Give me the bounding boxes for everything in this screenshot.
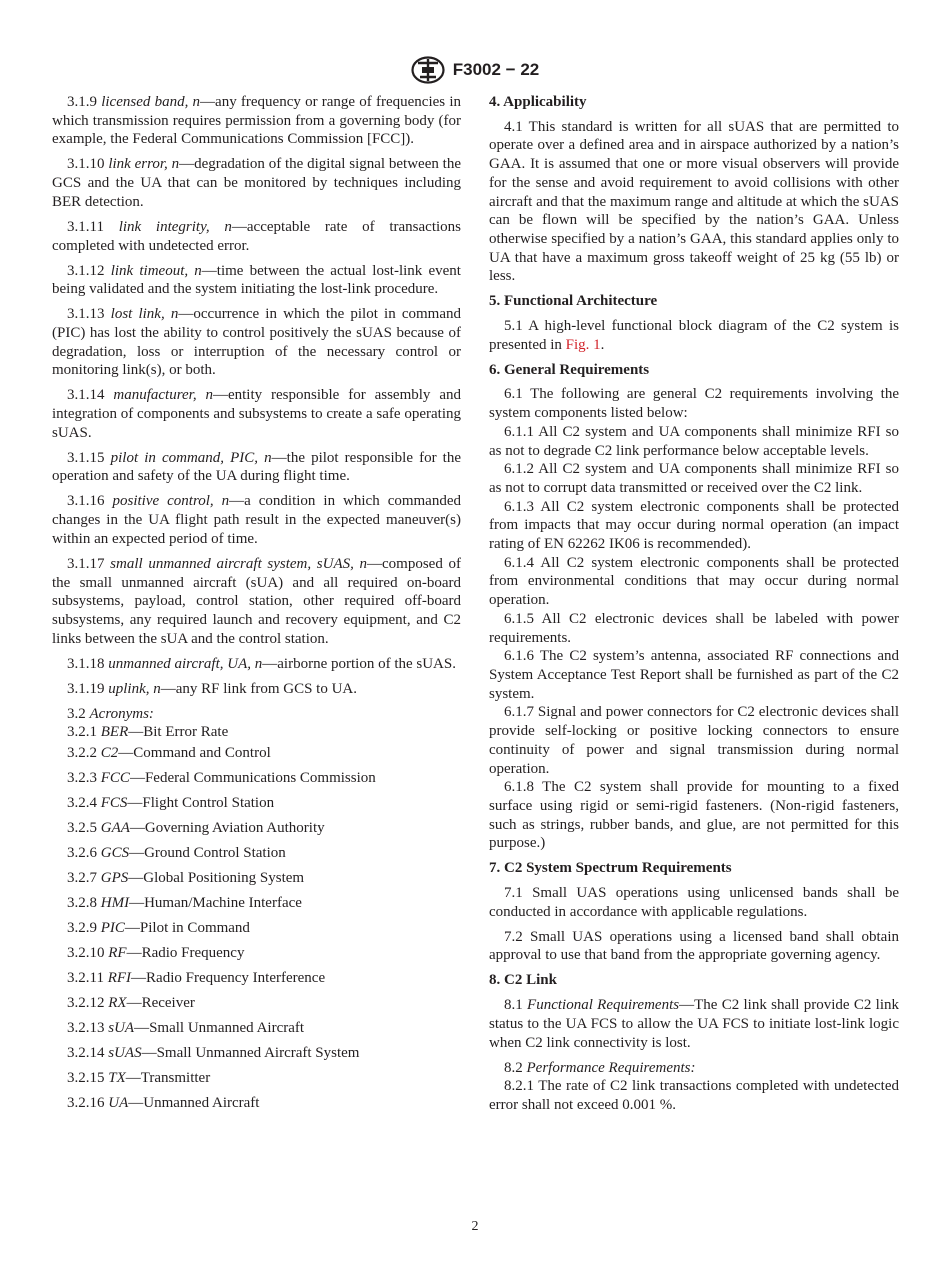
definition-3-1-19: 3.1.19 uplink, n—any RF link from GCS to UA. — [67, 680, 358, 697]
right-column — [489, 93, 899, 1121]
acronym-item: 3.2.2 C2—Command and Control — [67, 745, 271, 762]
para-7-2: 7.2 Small UAS operations using a licensed band shall obtain approval to use that band from the appropriate governing agency. — [489, 928, 899, 964]
page-header — [0, 56, 950, 84]
section-7-heading: 7. C2 System Spectrum Requirements — [489, 860, 732, 877]
para-6-1-6: 6.1.6 The C2 system’s antenna, associated RF connections and System Acceptance Test Report shall be furnished as part of the C2 system. — [489, 648, 899, 702]
para-6-1-3: 6.1.3 All C2 system electronic components shall be protected from impacts that may occur during normal operation (an impact rating of EN 62262 IK06 is recommended). — [489, 498, 899, 553]
acronym-item: 3.2.3 FCC—Federal Communications Commission — [67, 770, 376, 787]
definition-3-1-12: 3.1.12 link timeout, n—time between the actual lost-link event being validated and the system initiating the lost-link procedure. — [52, 262, 461, 298]
definition-3-1-17: 3.1.17 small unmanned aircraft system, sUAS, n—composed of the small unmanned aircraft (sUA) and all required on-board subsystems, payload, control station, other required off-board subsystems, any required launch and recovery equipment, and C2 links between the sUA and the control station. — [52, 555, 461, 647]
para-8-2-1: 8.2.1 The rate of C2 link transactions completed with undetected error shall not exceed 0.001 %. — [489, 1078, 899, 1113]
definition-3-1-16: 3.1.16 positive control, n—a condition in which commanded changes in the UA flight path result in the expected maneuver(s) within an expected period of time. — [52, 493, 461, 547]
acronym-item: 3.2.5 GAA—Governing Aviation Authority — [67, 820, 325, 837]
para-4-1: 4.1 This standard is written for all sUAS that are permitted to operate over a defined area and in airspace authorized by a nation’s GAA. It is assumed that one or more visual observers will provide for the sense and avoid requirement to avoid collisions with other aircraft and that the maximum range and altitude at which the sUAS can be flown will be specified by the nation’s GAA. Unless otherwise specified by a nation’s GAA, this standard applies only to UA that have a maximum gross takeoff weight of 25 kg (55 lb) or less. — [489, 118, 899, 285]
acronym-item: 3.2.6 GCS—Ground Control Station — [67, 845, 286, 862]
acronym-item: 3.2.10 RF—Radio Frequency — [67, 945, 245, 962]
para-6-1-7: 6.1.7 Signal and power connectors for C2 electronic devices shall provide self-locking or positive locking connectors to ensure continuity of power and signal transmission during normal operation. — [489, 704, 899, 777]
acronym-item: 3.2.14 sUAS—Small Unmanned Aircraft System — [67, 1045, 360, 1062]
standard-designation: F3002 − 22 — [452, 60, 540, 79]
definition-3-1-14: 3.1.14 manufacturer, n—entity responsible for assembly and integration of components and subsystems to create a safe operating sUAS. — [52, 387, 461, 441]
acronym-item: 3.2.4 FCS—Flight Control Station — [67, 795, 275, 812]
definition-3-1-9: 3.1.9 licensed band, n—any frequency or range of frequencies in which transmission requires permission from a governing body (for example, the Federal Communications Commission [FCC]). — [52, 94, 461, 148]
page-number: 2 — [471, 1219, 479, 1234]
acronym-item: 3.2.13 sUA—Small Unmanned Aircraft — [67, 1020, 305, 1037]
acronym-item: 3.2.1 BER—Bit Error Rate — [67, 724, 229, 741]
acronym-item: 3.2.15 TX—Transmitter — [67, 1070, 211, 1087]
section-5-heading: 5. Functional Architecture — [489, 293, 658, 310]
acronym-item: 3.2.12 RX—Receiver — [67, 995, 195, 1012]
definition-3-1-18: 3.1.18 unmanned aircraft, UA, n—airborne portion of the sUAS. — [67, 655, 456, 672]
acronyms-heading: 3.2 Acronyms: — [67, 705, 154, 722]
para-6-1-1: 6.1.1 All C2 system and UA components shall minimize RFI so as not to degrade C2 link performance below acceptable levels. — [489, 423, 899, 459]
definition-3-1-13: 3.1.13 lost link, n—occurrence in which the pilot in command (PIC) has lost the ability to control positively the sUAS because of degradation, loss or interruption of the necessary control or monitoring link(s), or both. — [52, 306, 462, 379]
acronym-item: 3.2.16 UA—Unmanned Aircraft — [67, 1095, 260, 1112]
fig-1-link[interactable]: Fig. 1 — [565, 336, 601, 353]
definition-3-1-11: 3.1.11 link integrity, n—acceptable rate of transactions completed with undetected error. — [52, 218, 461, 254]
definition-3-1-15: 3.1.15 pilot in command, PIC, n—the pilot responsible for the operation and safety of the UA during flight time. — [52, 449, 462, 485]
astm-logo-icon — [411, 56, 445, 84]
acronym-item: 3.2.11 RFI—Radio Frequency Interference — [67, 970, 326, 987]
section-4-heading: 4. Applicability — [489, 94, 587, 110]
para-6-1-4: 6.1.4 All C2 system electronic components shall be protected from environmental conditions that may occur during normal operation. — [489, 554, 899, 609]
para-5-1: 5.1 A high-level functional block diagram of the C2 system is presented in Fig. 1. — [489, 318, 899, 353]
section-6-heading: 6. General Requirements — [489, 361, 650, 378]
section-8-heading: 8. C2 Link — [489, 972, 557, 989]
para-6-1-2: 6.1.2 All C2 system and UA components shall minimize RFI so as not to corrupt data transmitted or received over the C2 link. — [489, 461, 899, 496]
acronym-item: 3.2.8 HMI—Human/Machine Interface — [67, 895, 302, 912]
left-column — [52, 93, 461, 1119]
para-7-1: 7.1 Small UAS operations using unlicensed bands shall be conducted in accordance with applicable regulations. — [489, 885, 899, 920]
para-6-1-5: 6.1.5 All C2 electronic devices shall be labeled with power requirements. — [489, 610, 899, 646]
para-6-1: 6.1 The following are general C2 requirements involving the system components listed below: — [489, 386, 899, 422]
acronym-item: 3.2.7 GPS—Global Positioning System — [67, 870, 305, 887]
para-8-1: 8.1 Functional Requirements—The C2 link shall provide C2 link status to the UA FCS to allow the UA FCS to initiate lost-link logic when C2 link connectivity is lost. — [489, 997, 900, 1051]
definition-3-1-10: 3.1.10 link error, n—degradation of the digital signal between the GCS and the UA that can be monitored by techniques including BER detection. — [52, 156, 461, 210]
para-8-2: 8.2 Performance Requirements: — [504, 1059, 696, 1076]
para-6-1-8: 6.1.8 The C2 system shall provide for mounting to a fixed surface using rigid or semi-rigid fasteners. (Non-rigid fasteners, such as strings, rubber bands, and glue, are not permitted for this purpose.) — [489, 779, 899, 852]
acronym-item: 3.2.9 PIC—Pilot in Command — [67, 920, 250, 937]
